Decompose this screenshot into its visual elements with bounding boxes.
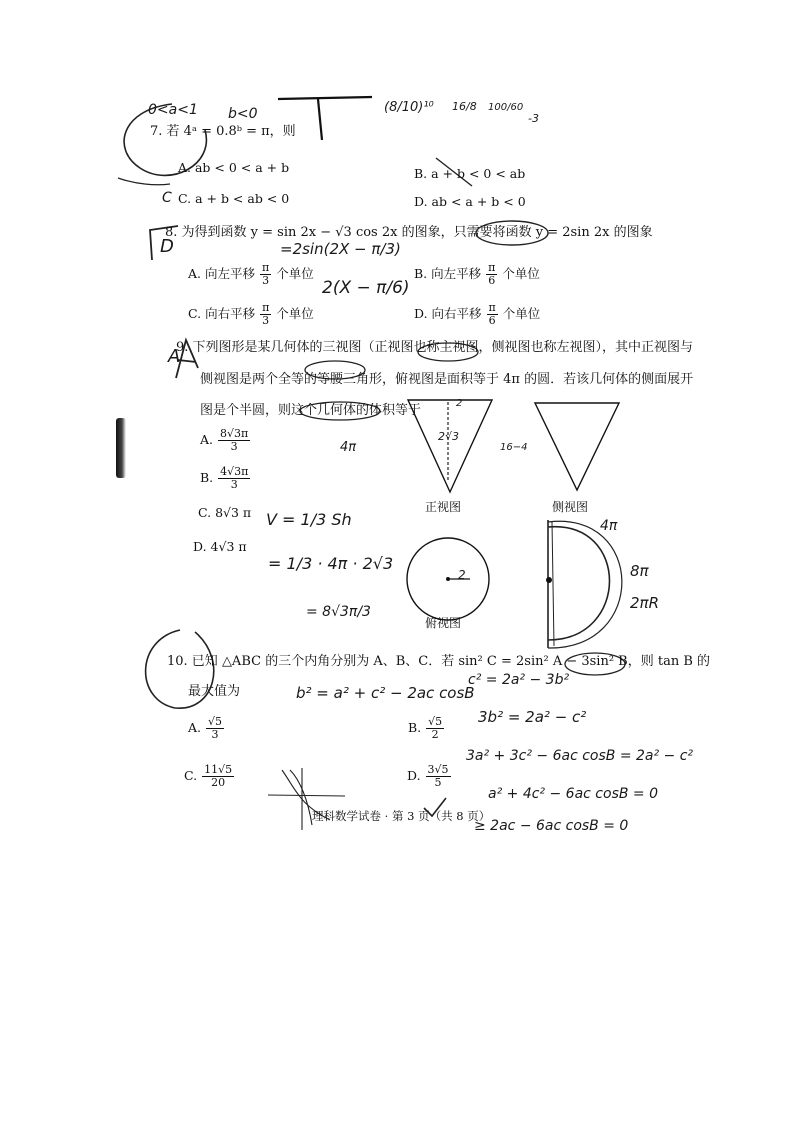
question-9-line-3: 图是个半圆，则这个几何体的体积等于 <box>200 403 422 418</box>
handwriting-q10-note-4: 3a² + 3c² − 6ac cosB = 2a² − c² <box>466 748 694 764</box>
question-7-option-b: B. a + b < 0 < ab <box>414 166 526 181</box>
question-7-option-c: C. a + b < ab < 0 <box>178 191 290 206</box>
question-10-option-c: C. $\frac{11√5}{20}$ <box>184 763 233 789</box>
side-view-figure <box>532 398 622 494</box>
handwriting-top-6: -3 <box>528 112 539 125</box>
handwriting-top-2: b<0 <box>228 106 258 122</box>
front-view-figure <box>405 395 495 495</box>
handwriting-top-1: 0<a<1 <box>148 102 198 118</box>
question-8-stem: 8. 为得到函数 y = sin 2x − √3 cos 2x 的图象，只需要将函数 y = 2sin 2x 的图象 <box>165 225 653 240</box>
page-footer: 理科数学试卷 · 第 3 页（共 8 页） <box>312 809 491 823</box>
handwriting-q10-note-2: b² = a² + c² − 2ac cosB <box>296 684 475 702</box>
question-8-option-a: A. 向左平移 $\frac{\pi}{3}$ 个单位 <box>188 261 314 287</box>
handwriting-q9-arc-3: 2πR <box>630 594 659 612</box>
handwriting-q8-note-1: =2sin(2X − π/3) <box>280 240 401 258</box>
question-10-line-2: 最大值为 <box>188 684 241 699</box>
handwriting-q9-volume-1: V = 1/3 Sh <box>266 510 352 529</box>
handwriting-q9-arc-1: 4π <box>600 518 618 534</box>
question-8-option-d: D. 向右平移 $\frac{\pi}{6}$ 个单位 <box>414 301 541 327</box>
front-view-caption: 正视图 <box>425 500 462 514</box>
question-9-option-b: B. $\frac{4√3\pi}{3}$ <box>200 465 249 491</box>
question-10-option-b: B. $\frac{√5}{2}$ <box>408 715 443 741</box>
handwriting-q9-volume-2: = 1/3 · 4π · 2√3 <box>268 554 394 573</box>
handwriting-answer-8: D <box>160 236 174 257</box>
handwriting-top-5: 100/60 <box>488 102 524 113</box>
question-9-option-a: A. $\frac{8√3\pi}{3}$ <box>200 427 249 453</box>
handwriting-q10-note-3: 3b² = 2a² − c² <box>478 708 587 726</box>
question-10-line-1: 10. 已知 △ABC 的三个内角分别为 A、B、C．若 sin² C = 2sin² A − 3sin² B，则 tan B 的 <box>167 654 711 669</box>
handwriting-q9-note-2: 16−4 <box>500 442 528 453</box>
handwriting-q10-note-6: ≥ 2ac − 6ac cosB = 0 <box>474 818 629 834</box>
question-9-option-d: D. 4√3 π <box>193 539 247 554</box>
top-view-caption: 俯视图 <box>425 616 462 630</box>
handwriting-q9-height: 2√3 <box>438 430 460 443</box>
handwriting-q9-radius: 2 <box>456 398 463 409</box>
question-8-option-b: B. 向左平移 $\frac{\pi}{6}$ 个单位 <box>414 261 540 287</box>
question-7-option-d: D. ab < a + b < 0 <box>414 194 526 209</box>
question-8-option-c: C. 向右平移 $\frac{\pi}{3}$ 个单位 <box>188 301 314 327</box>
handwriting-q8-note-2: 2(X − π/6) <box>322 278 410 298</box>
handwriting-q9-arc-2: 8π <box>630 562 649 580</box>
side-view-caption: 侧视图 <box>552 500 589 514</box>
handwriting-q10-note-1: c² = 2a² − 3b² <box>468 672 570 688</box>
question-7-option-a: A. ab < 0 < a + b <box>178 160 290 175</box>
question-9-line-1: 9. 下列图形是某几何体的三视图（正视图也称主视图，侧视图也称左视图），其中正视图与 <box>176 340 694 355</box>
handwriting-q9-note-1: 4π <box>340 440 357 455</box>
question-10-option-d: D. $\frac{3√5}{5}$ <box>407 763 449 789</box>
question-10-option-a: A. $\frac{√5}{3}$ <box>188 715 223 741</box>
handwriting-top-3: (8/10)¹⁰ <box>384 100 434 115</box>
handwriting-answer-7: C <box>162 190 172 206</box>
question-9-option-c: C. 8√3 π <box>198 505 252 520</box>
handwriting-q10-note-5: a² + 4c² − 6ac cosB = 0 <box>488 786 659 802</box>
top-view-figure <box>404 535 492 623</box>
handwriting-q9-volume-3: = 8√3π/3 <box>306 604 371 620</box>
question-7-stem: 7. 若 4ᵃ = 0.8ᵇ = π，则 <box>150 124 296 139</box>
question-9-line-2: 侧视图是两个全等的等腰三角形，俯视图是面积等于 4π 的圆．若该几何体的侧面展开 <box>200 372 694 387</box>
handwriting-top-4: 16/8 <box>452 100 477 113</box>
scan-shadow <box>116 418 126 478</box>
handwriting-q9-top-radius: 2 <box>458 568 466 582</box>
handwriting-answer-9: A <box>168 346 181 367</box>
